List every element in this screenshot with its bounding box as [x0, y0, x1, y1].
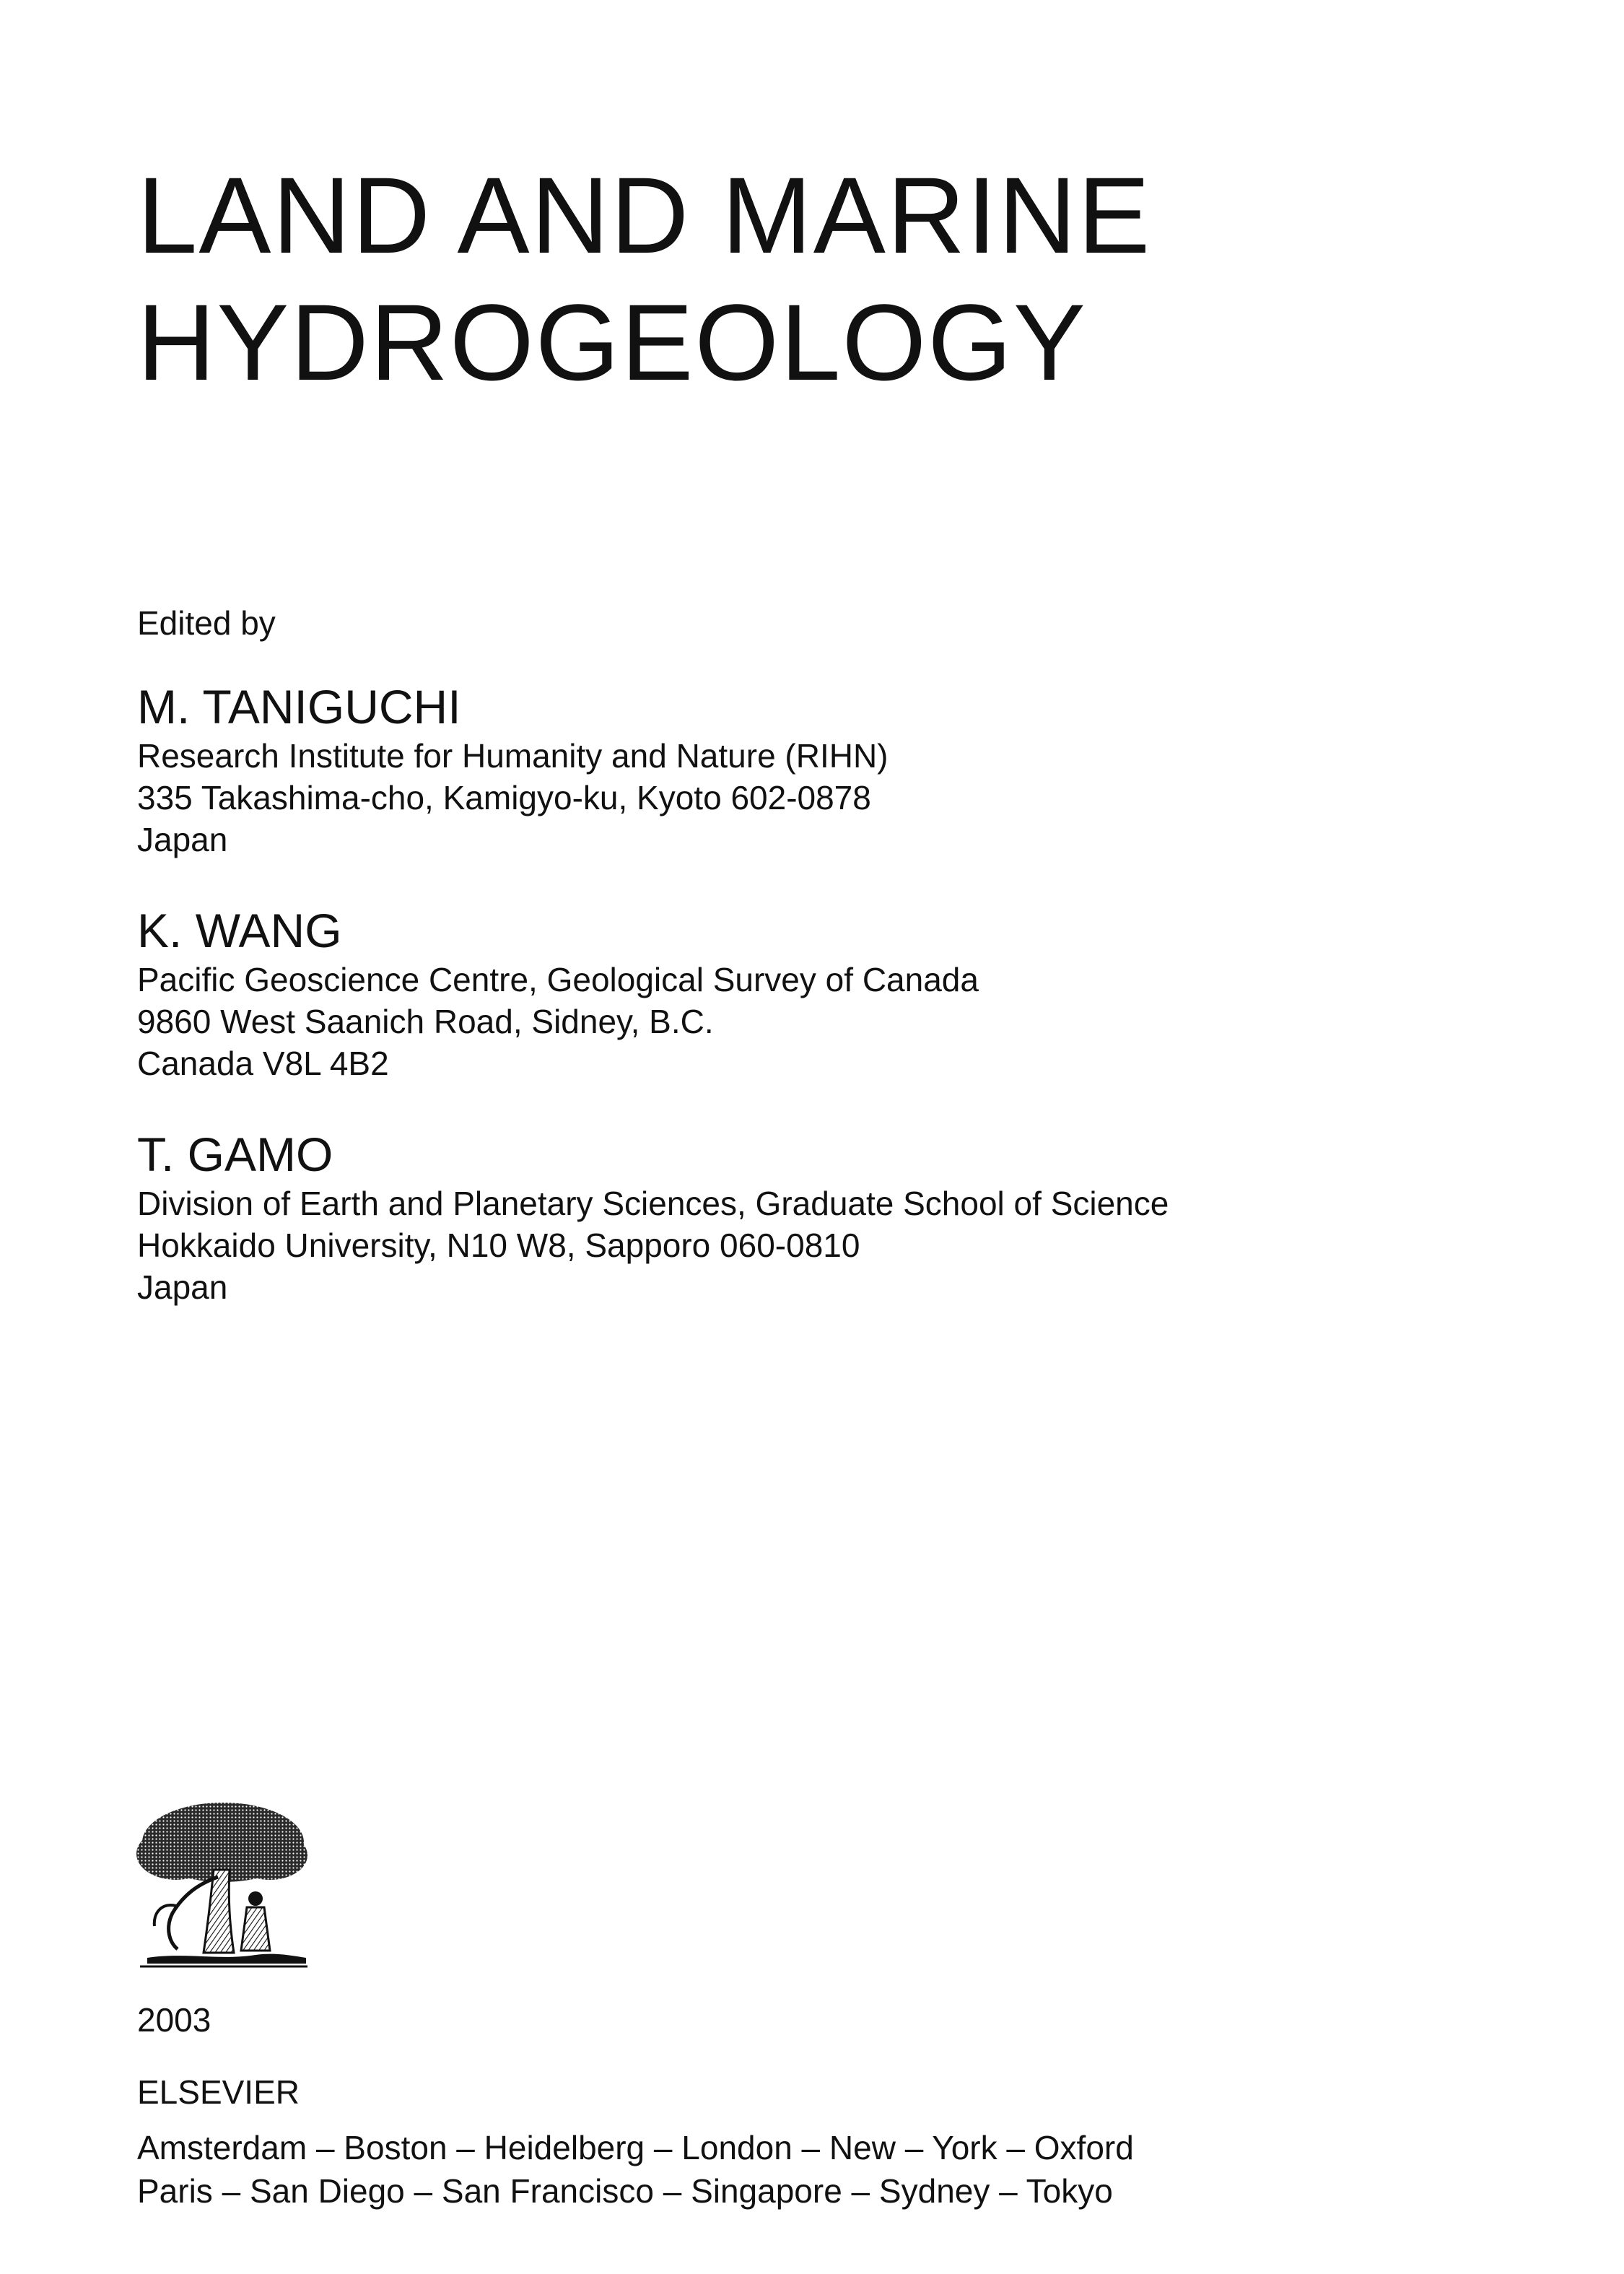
editor-address-line: 335 Takashima-cho, Kamigyo-ku, Kyoto 602-0878	[137, 779, 871, 816]
editor-address-line: Pacific Geoscience Centre, Geological Survey of Canada	[137, 961, 979, 998]
publisher-name: ELSEVIER	[137, 2073, 300, 2111]
editor-name: M. TANIGUCHI	[137, 680, 461, 733]
editor-address-line: Canada V8L 4B2	[137, 1045, 389, 1082]
editor-block	[137, 902, 979, 1084]
editor-name: T. GAMO	[137, 1128, 333, 1181]
publication-year: 2003	[137, 2001, 211, 2039]
elsevier-tree-logo-icon	[133, 1798, 313, 1971]
editor-address-line: Japan	[137, 821, 228, 858]
editor-address-line: Hokkaido University, N10 W8, Sapporo 060-0810	[137, 1227, 860, 1264]
editor-address-line: 9860 West Saanich Road, Sidney, B.C.	[137, 1003, 714, 1040]
editor-block	[137, 1126, 1169, 1308]
editor-address-line: Division of Earth and Planetary Sciences, Graduate School of Science	[137, 1185, 1169, 1222]
edited-by-label: Edited by	[137, 604, 276, 642]
editor-address-line: Japan	[137, 1268, 228, 1306]
publisher-cities	[137, 2126, 1134, 2213]
editor-name: K. WANG	[137, 904, 342, 957]
cities-line: Amsterdam – Boston – Heidelberg – London – New – York – Oxford	[137, 2129, 1134, 2166]
book-title-line-2: HYDROGEOLOGY	[137, 282, 1087, 403]
editor-address-line: Research Institute for Humanity and Nature (RIHN)	[137, 737, 889, 775]
book-title-line-1: LAND AND MARINE	[137, 154, 1152, 276]
editor-block	[137, 679, 889, 861]
cities-line: Paris – San Diego – San Francisco – Singapore – Sydney – Tokyo	[137, 2172, 1113, 2210]
book-title	[137, 152, 1151, 406]
